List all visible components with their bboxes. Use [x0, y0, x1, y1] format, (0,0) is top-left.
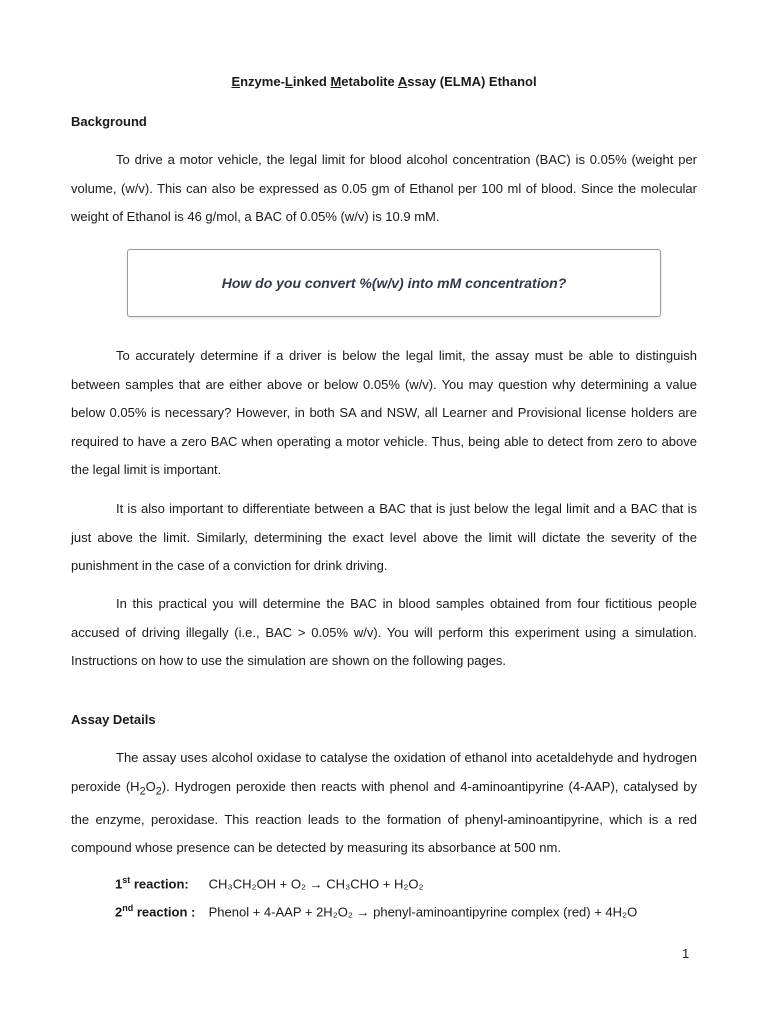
assay-paragraph: [71, 744, 697, 863]
background-heading: Background: [71, 114, 147, 129]
background-paragraph-2-text: To accurately determine if a driver is below the legal limit, the assay must be able to distinguish between samples that are either above or below 0.05% (w/v). You may question why determining a value below 0.05% is necessary? However, in both SA and NSW, all Learner and Provisional license holders are required to have a zero BAC when operating a motor vehicle. Thus, being able to detect from zero to above the legal limit is important.: [71, 348, 697, 477]
title-text-3: etabolite: [341, 74, 398, 89]
page-number: 1: [682, 946, 690, 961]
background-paragraph-2: [71, 342, 697, 485]
reaction-1-label: 1st reaction:: [115, 875, 189, 892]
background-paragraph-3-text: It is also important to differentiate between a BAC that is just below the legal limit and a BAC that is just above the limit. Similarly, determining the exact level above the limit will dictate the severity of the punishment in the case of a conviction for drink driving.: [71, 501, 697, 573]
assay-paragraph-text-b: O: [145, 778, 156, 794]
title-text-1: nzyme-: [240, 74, 285, 89]
title-initial-a: A: [397, 74, 408, 89]
page-title: [0, 74, 768, 89]
title-initial-e: E: [231, 74, 241, 89]
background-paragraph-4-text: In this practical you will determine the BAC in blood samples obtained from four fictitious people accused of driving illegally (i.e., BAC > 0.05% w/v). You will perform this experiment using a simulation. Instructions on how to use the simulation are shown on the following pages.: [71, 596, 697, 668]
title-text-2: inked: [292, 74, 331, 89]
title-initial-m: M: [330, 74, 342, 89]
reaction-1-equation: CH₃CH₂OH + O₂ → CH₃CHO + H₂O₂: [208, 876, 424, 892]
assay-subscript-1: 2: [139, 785, 146, 798]
title-initial-l: L: [284, 74, 293, 89]
reaction-1: [115, 875, 424, 891]
reaction-2: [115, 903, 637, 919]
background-paragraph-1: [71, 146, 697, 232]
conversion-question-callout: How do you convert %(w/v) into mM concentration?: [127, 249, 661, 317]
reaction-2-equation: Phenol + 4-AAP + 2H₂O₂ → phenyl-aminoantipyrine complex (red) + 4H₂O: [208, 904, 638, 920]
background-paragraph-3: [71, 495, 697, 581]
reaction-2-label: 2nd reaction :: [115, 903, 196, 920]
assay-subscript-2: 2: [155, 785, 162, 798]
assay-paragraph-text-c: ). Hydrogen peroxide then reacts with phenol and 4-aminoantipyrine (4-AAP), catalysed by the enzyme, peroxidase. This reaction leads to the formation of phenyl-aminoantipyrine, which is a red compound whose presence can be detected by measuring its absorbance at 500 nm.: [71, 778, 697, 856]
assay-paragraph-text-a: The assay uses alcohol oxidase to catalyse the oxidation of ethanol into acetaldehyde and hydrogen peroxide (H: [71, 750, 697, 794]
assay-details-heading: Assay Details: [71, 712, 156, 727]
title-text-4: ssay (ELMA) Ethanol: [407, 74, 537, 89]
background-paragraph-4: [71, 590, 697, 676]
background-paragraph-1-text: To drive a motor vehicle, the legal limit for blood alcohol concentration (BAC) is 0.05% (weight per volume, (w/v). This can also be expressed as 0.05 gm of Ethanol per 100 ml of blood. Since the molecular weight of Ethanol is 46 g/mol, a BAC of 0.05% (w/v) is 10.9 mM.: [71, 152, 697, 224]
